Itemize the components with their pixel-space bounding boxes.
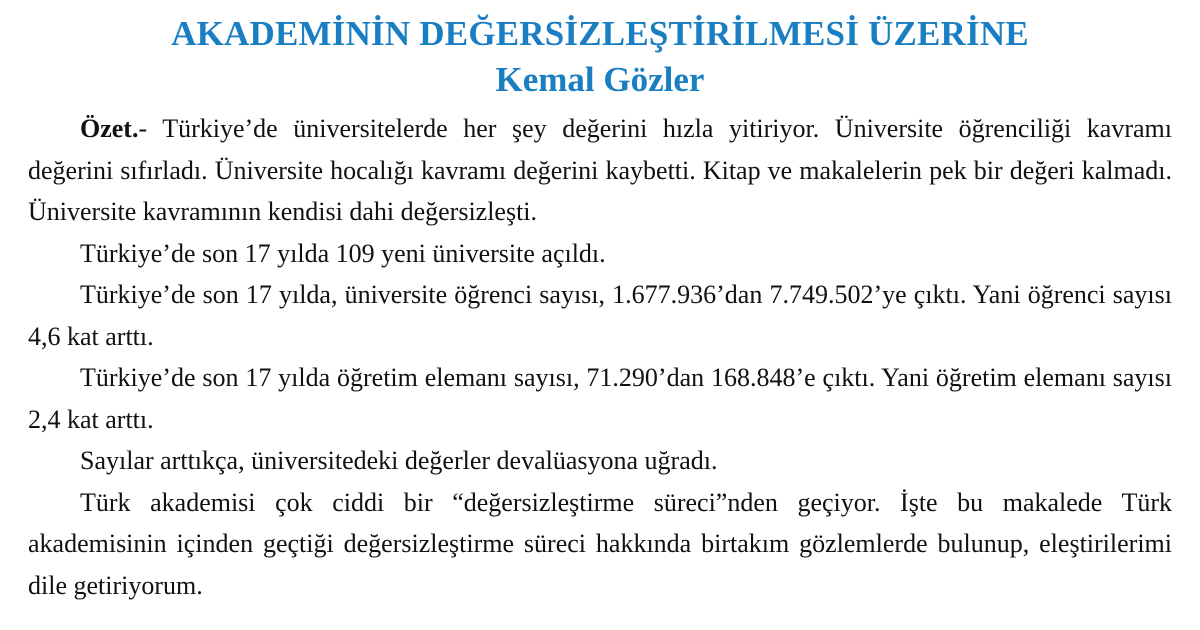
- article-author: Kemal Gözler: [495, 60, 705, 99]
- abstract-paragraph: Türk akademisi çok ciddi bir “değersizleştirme süreci”nden geçiyor. İşte bu makalede Türk akademisinin içinden geçtiği değersizleştirme süreci hakkında birtakım gözlemlerde bulunup, eleştirilerimi dile getiriyorum.: [28, 487, 1172, 600]
- abstract-label: Özet.: [80, 114, 139, 143]
- abstract-paragraph: [28, 108, 1172, 233]
- abstract-paragraph: Türkiye’de son 17 yılda, üniversite öğrenci sayısı, 1.677.936’dan 7.749.502’ye çıktı. Yani öğrenci sayısı 4,6 kat arttı.: [28, 280, 1172, 351]
- abstract-paragraph-text: - Türkiye’de üniversitelerde her şey değerini hızla yitiriyor. Üniversite öğrenciliği kavramı değerini sıfırladı. Üniversite hocalığı kavramı değerini kaybetti. Kitap ve makalelerin pek bir değeri kalmadı. Üniversite kavramının kendisi dahi değersizleşti.: [28, 114, 1172, 226]
- abstract-paragraph: Türkiye’de son 17 yılda öğretim elemanı sayısı, 71.290’dan 168.848’e çıktı. Yani öğretim elemanı sayısı 2,4 kat arttı.: [28, 363, 1172, 434]
- abstract-body: [28, 108, 1172, 606]
- abstract-paragraph: Sayılar arttıkça, üniversitedeki değerler devalüasyona uğradı.: [80, 446, 718, 475]
- article-title: AKADEMİNİN DEĞERSİZLEŞTİRİLMESİ ÜZERİNE: [171, 14, 1029, 53]
- abstract-paragraph: Türkiye’de son 17 yılda 109 yeni üniversite açıldı.: [80, 238, 606, 268]
